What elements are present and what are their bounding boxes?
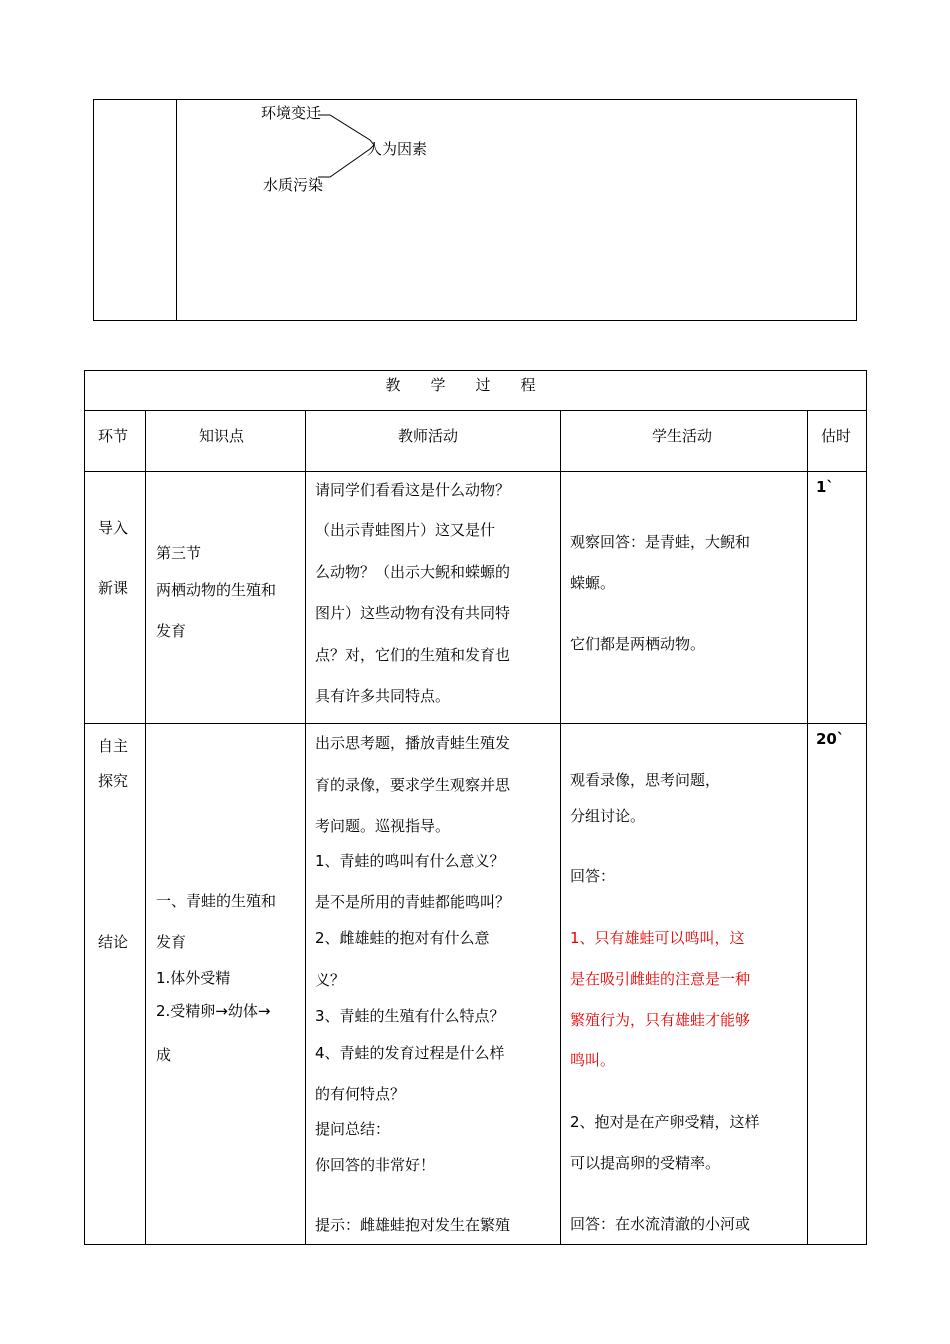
row2-stage-line2: 探究 [98,772,129,790]
col-divider-4 [807,410,808,1245]
top-table [93,99,857,321]
row2-teacher-line: 是不是所用的青蛙都能鸣叫？ [315,893,511,911]
row1-teacher-line: （出示青蛙图片）这又是什 [315,521,496,539]
diagram-node-environment: 环境变迁 [261,104,322,122]
diagram-node-result: 人为因素 [367,140,428,158]
row2-teacher-line: 育的录像，要求学生观察并思 [315,776,511,794]
row2-student-answer-line: 繁殖行为，只有雄蛙才能够 [570,1011,751,1029]
row2-teacher-line: 2、雌雄蛙的抱对有什么意 [315,929,490,947]
col-divider-3 [560,410,561,1245]
col-divider-2 [305,410,306,1245]
diagram-node-water: 水质污染 [263,176,324,194]
row1-student-line: 蝾螈。 [570,574,616,592]
title-divider [84,410,867,411]
row2-student-line: 分组讨论。 [570,807,646,825]
row1-teacher-line: 请同学们看看这是什么动物？ [315,481,511,499]
row2-student-line: 2、抱对是在产卵受精，这样 [570,1113,760,1131]
header-time: 估时 [821,427,852,445]
diagram-connector-top [318,115,374,145]
row1-student-line: 观察回答：是青蛙，大鲵和 [570,533,751,551]
row2-student-answer-line: 鸣叫。 [570,1051,616,1069]
row1-stage-line1: 导入 [98,519,129,537]
row1-knowledge-line3: 发育 [156,622,187,640]
row1-knowledge-line1: 第三节 [156,544,202,562]
row2-student-answer-line: 是在吸引雌蛙的注意是一种 [570,970,751,988]
header-knowledge: 知识点 [199,427,245,445]
row1-time: 1` [816,478,834,496]
row2-stage-line1: 自主 [98,737,129,755]
row2-knowledge-line: 一、青蛙的生殖和 [156,892,277,910]
row1-teacher-line: 么动物？（出示大鲵和蝾螈的 [315,563,511,581]
row2-teacher-line: 你回答的非常好！ [315,1156,436,1174]
row2-teacher-line: 的有何特点？ [315,1085,406,1103]
row2-teacher-line: 考问题。巡视指导。 [315,817,451,835]
header-stage: 环节 [98,427,129,445]
row2-knowledge-line: 成 [156,1046,172,1064]
row1-stage-line2: 新课 [98,579,129,597]
row2-teacher-line: 提问总结： [315,1120,391,1138]
row2-stage-line3: 结论 [98,933,129,951]
row2-teacher-line: 3、青蛙的生殖有什么特点？ [315,1007,505,1025]
row2-teacher-line: 义？ [315,971,346,989]
header-divider [84,471,867,472]
col-divider-1 [145,410,146,1245]
header-student: 学生活动 [652,427,713,445]
row2-student-answer-line: 1、只有雄蛙可以鸣叫，这 [570,929,745,947]
row2-knowledge-line: 2.受精卵→幼体→ [156,1002,271,1020]
row2-student-line: 回答：在水流清澈的小河或 [570,1215,751,1233]
row2-teacher-line: 4、青蛙的发育过程是什么样 [315,1044,505,1062]
row1-teacher-line: 图片）这些动物有没有共同特 [315,604,511,622]
row1-knowledge-line2: 两栖动物的生殖和 [156,581,277,599]
row2-teacher-line: 提示：雌雄蛙抱对发生在繁殖 [315,1216,511,1234]
row2-knowledge-line: 发育 [156,933,187,951]
row2-time: 20` [816,730,845,748]
row2-student-line: 回答： [570,867,616,885]
main-table-title: 教学过程 [385,376,566,394]
row1-divider [84,723,867,724]
header-teacher: 教师活动 [398,427,459,445]
row2-teacher-line: 1、青蛙的鸣叫有什么意义？ [315,852,505,870]
row1-teacher-line: 具有许多共同特点。 [315,687,451,705]
row2-knowledge-line: 1.体外受精 [156,969,231,987]
row2-student-line: 可以提高卵的受精率。 [570,1154,721,1172]
row2-teacher-line: 出示思考题，播放青蛙生殖发 [315,734,511,752]
diagram-connectors [318,105,378,185]
row2-student-line: 观看录像，思考问题， [570,771,721,789]
diagram-connector-bottom [318,145,374,177]
row1-student-line: 它们都是两栖动物。 [570,635,706,653]
top-table-divider [176,99,177,321]
row1-teacher-line: 点？对，它们的生殖和发育也 [315,646,511,664]
